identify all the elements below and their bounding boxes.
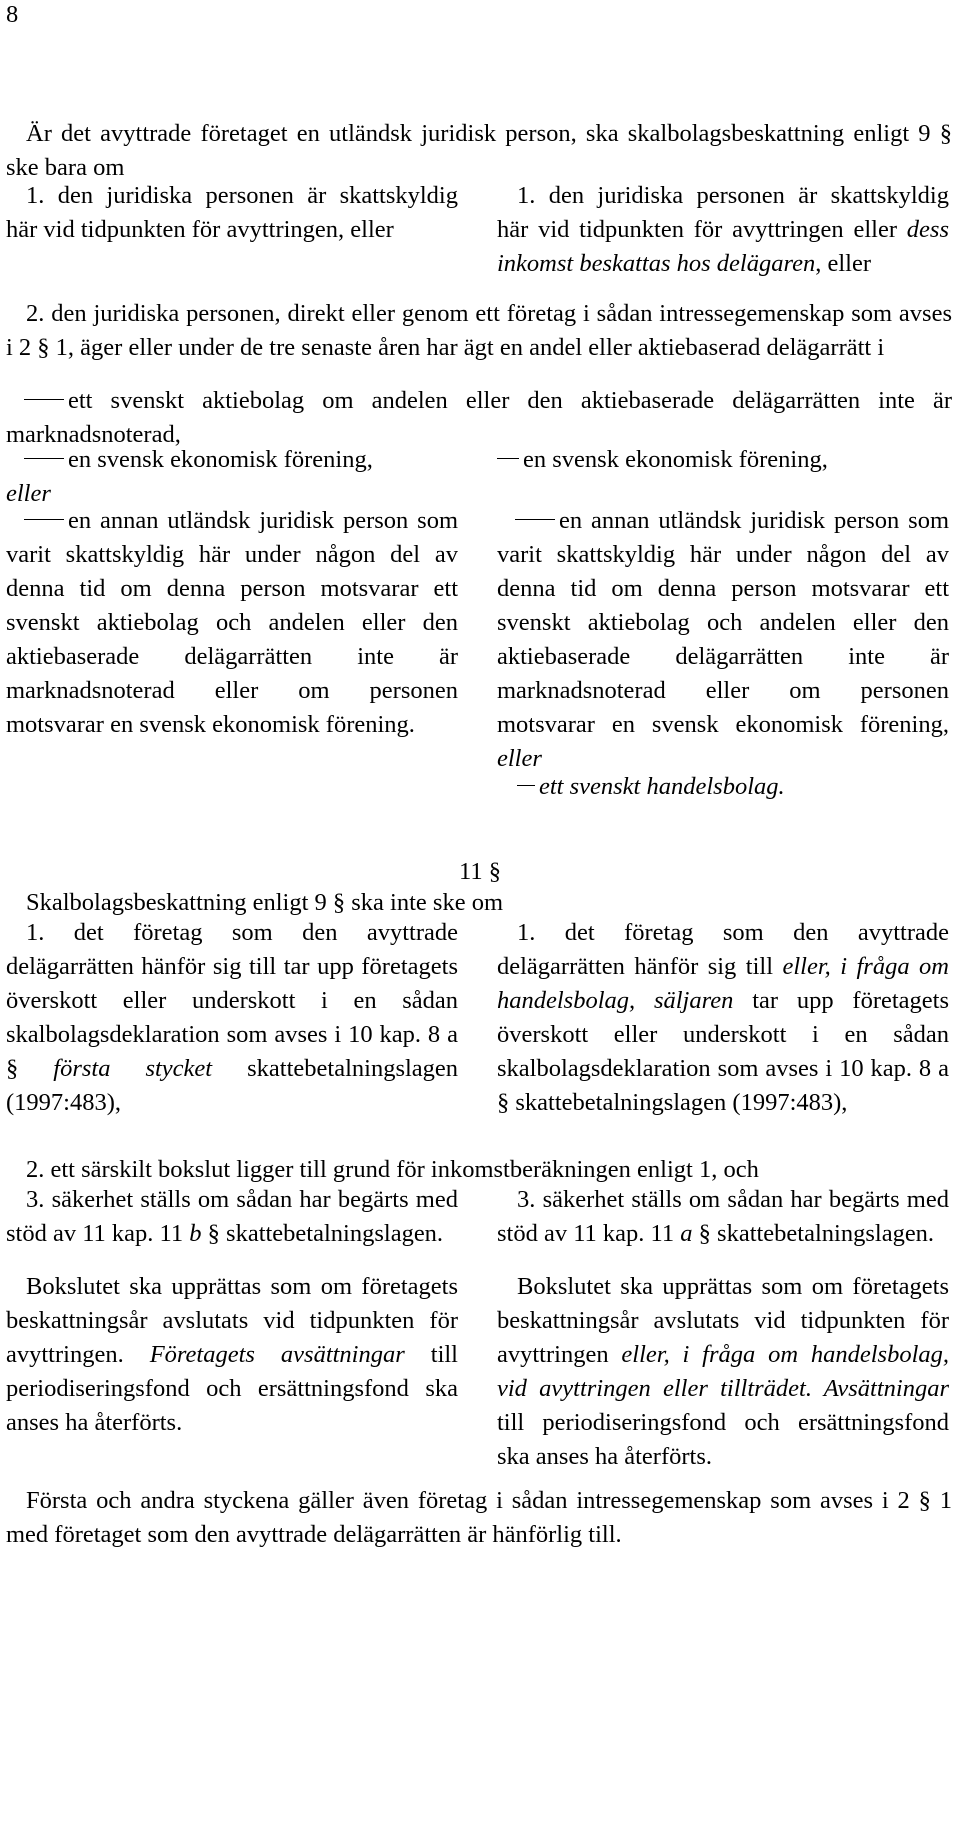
s11-item3-right: [497, 1183, 949, 1251]
dash-mark: [24, 519, 64, 520]
s11-item1-left-tail: skattebetalningslagen (1997:483),: [6, 1055, 459, 1116]
s11-item1-left-italic: första stycket: [53, 1055, 213, 1082]
s10-item1-right-tail: , eller: [815, 250, 872, 277]
s10-dash4-right: [497, 770, 960, 804]
s10-dash3-right: [497, 504, 949, 776]
s11-para-left-tail: till periodiseringsfond och ersättningsfond ska anses ha återförts.: [6, 1341, 458, 1436]
s11-final: Första och andra styckena gäller även företag i sådan intressegemenskap som avses i 2 § 1 med företaget som den avyttrade delägarrätten är hänförlig till.: [6, 1487, 952, 1548]
dash-mark: [517, 785, 535, 786]
s10-item1-right-italic: dess inkomst beskattas hos delägaren: [497, 216, 949, 277]
section11-heading: 11 §: [459, 858, 501, 885]
s10-item2: 2. den juridiska personen, direkt eller genom ett företag i sådan intressegemenskap som avses i 2 § 1, äger eller under de tre senaste åren har ägt en andel eller aktiebaserad delägarrätt i: [6, 300, 952, 361]
s11-item1-right: [497, 916, 949, 1120]
s11-item3-left-italic: b: [189, 1220, 202, 1247]
s10-dash2-left: [6, 443, 458, 511]
s11-para-right-italic: eller, i fråga om handelsbolag, vid avyttringen eller tillträdet. Avsättningar: [497, 1341, 950, 1402]
s11-item3-left-text: 3. säkerhet ställs om sådan har begärts med stöd av 11 kap. 11: [6, 1186, 458, 1247]
dash-mark: [515, 519, 555, 520]
s10-dash2-left-italic: eller: [6, 480, 51, 507]
s10-dash1: [6, 384, 952, 452]
s11-item2: 2. ett särskilt bokslut ligger till grund för inkomstberäkningen enligt 1, och: [26, 1156, 759, 1183]
dash-mark: [24, 399, 64, 400]
s11-para-right-tail: till periodiseringsfond och ersättningsfond ska anses ha återförts.: [497, 1409, 949, 1470]
s11-para-left-text: Bokslutet ska upprättas som om företagets beskattningsår avslutats vid tidpunkten för avyttringen.: [6, 1273, 458, 1368]
s11-item1-right-tail: tar upp företagets överskott eller underskott i en sådan skalbolagsdeklaration som avses i 10 kap. 8 a § skattebetalningslagen (1997:483),: [497, 987, 950, 1116]
dash-mark: [497, 458, 519, 459]
s11-item3-left-tail: § skattebetalningslagen.: [207, 1220, 444, 1247]
s11-item1-right-text: 1. det företag som den avyttrade delägarrätten hänför sig till: [497, 919, 949, 980]
s11-item1-right-italic: eller, i fråga om handelsbolag, säljaren: [497, 953, 949, 1014]
s10-item1-left: 1. den juridiska personen är skattskyldig här vid tidpunkten för avyttringen, eller: [6, 182, 458, 243]
dash-mark: [24, 458, 64, 459]
s10-dash3-left: [6, 504, 458, 742]
s10-item1-right-text: 1. den juridiska personen är skattskyldig här vid tidpunkten för avyttringen eller: [497, 182, 949, 243]
s10-dash2-left-text: en svensk ekonomisk förening,: [68, 446, 373, 473]
s11-para-right: [497, 1270, 949, 1474]
s11-item3-left: [6, 1183, 458, 1251]
page-number: 8: [6, 1, 19, 28]
s10-dash1-text: ett svenskt aktiebolag om andelen eller den aktiebaserade delägarrätten inte är marknadsnoterad,: [6, 387, 952, 448]
s10-dash3-right-text: en annan utländsk juridisk person som varit skattskyldig här under någon del av denna tid om denna person motsvarar ett svenskt aktiebolag och andelen eller den aktiebaserade delägarrätten inte är marknadsnoterad eller om personen motsvarar en svensk ekonomisk förening,: [497, 507, 949, 738]
s11-item1-left: [6, 916, 458, 1120]
s10-dash2-right: [497, 443, 949, 477]
s10-dash3-right-italic: eller: [497, 745, 542, 772]
section11-intro: Skalbolagsbeskattning enligt 9 § ska inte ske om: [26, 889, 504, 916]
s11-item3-right-text: 3. säkerhet ställs om sådan har begärts med stöd av 11 kap. 11: [497, 1186, 949, 1247]
s10-dash2-right-text: en svensk ekonomisk förening,: [523, 446, 828, 473]
s11-para-left-italic: Företagets avsättningar: [149, 1341, 405, 1368]
s11-item3-right-italic: a: [680, 1220, 693, 1247]
s11-item1-left-text: 1. det företag som den avyttrade delägarrätten hänför sig till tar upp företagets överskott eller underskott i en sådan skalbolagsdeklaration som avses i 10 kap. 8 a §: [6, 919, 458, 1082]
s11-item3-right-tail: § skattebetalningslagen.: [698, 1220, 935, 1247]
s11-para-right-text: Bokslutet ska upprättas som om företagets beskattningsår avslutats vid tidpunkten för avyttringen: [497, 1273, 949, 1368]
s10-dash3-left-text: en annan utländsk juridisk person som varit skattskyldig här under någon del av denna tid om denna person motsvarar ett svenskt aktiebolag och andelen eller den aktiebaserade delägarrätten inte är marknadsnoterad eller om personen motsvarar en svensk ekonomisk förening.: [6, 507, 458, 738]
section10-intro: Är det avyttrade företaget en utländsk juridisk person, ska skalbolagsbeskattning enligt 9 § ske bara om: [6, 120, 952, 181]
s10-dash4-right-text: ett svenskt handelsbolag.: [539, 773, 785, 800]
s10-item1-right: [497, 179, 949, 281]
s11-para-left: [6, 1270, 458, 1440]
